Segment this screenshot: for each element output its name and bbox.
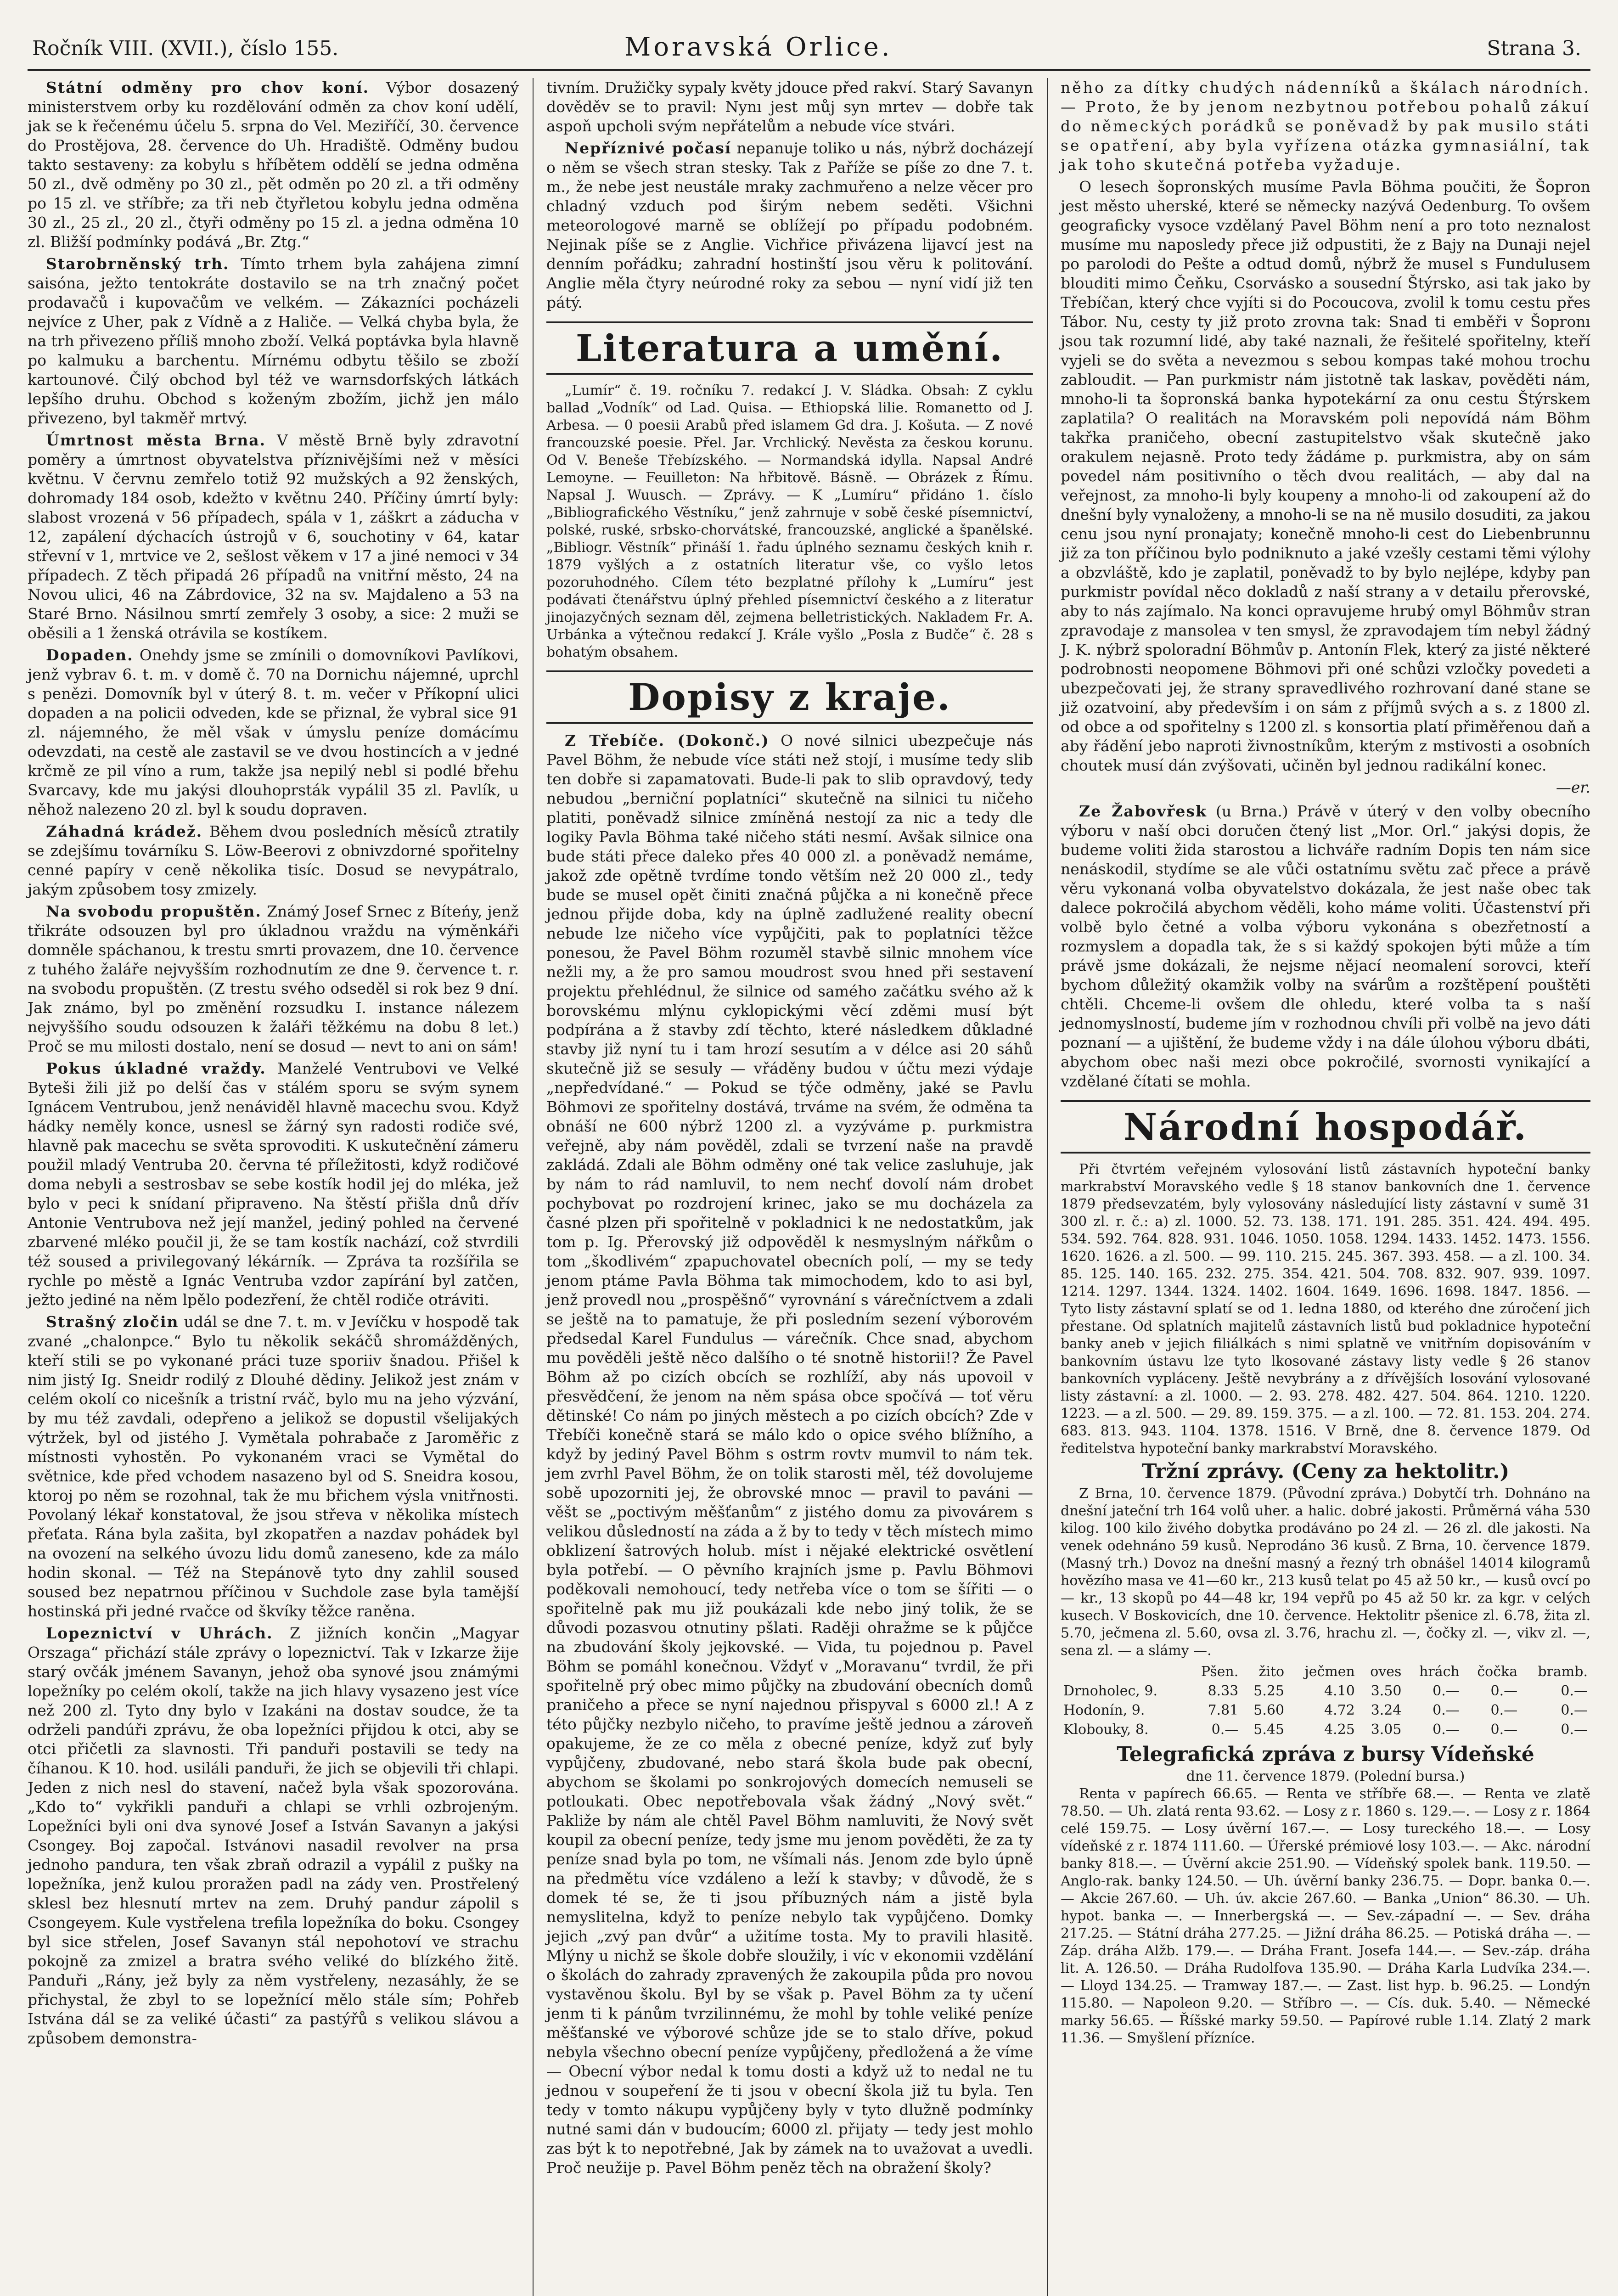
letter-item	[1061, 802, 1590, 1091]
table-cell: 3.05	[1371, 1722, 1402, 1738]
table-cell: 4.10	[1324, 1683, 1355, 1699]
economy-section-title: Národní hospodář.	[1061, 1100, 1590, 1154]
item-text: nepanuje toliko u nás, nýbrž docházejí o něm se všech stran stesky. Tak z Paříže se píše zo dne 7. t. m., že nebe jest neustále mraky zachmuřeno a nelze věcer pro chladný vzduch pod širým nebem seděti. Všichni meteorologové marně se oblížejí po případu podobném. Nejinak píše se z Anglie. Vichřice přivázena lijavcí jest na denním pořádku; zahradní hostinští jsou věru k politování. Anglie měla čtyry neúrodné roky za sebou — nyní vidí již ten pátý.	[546, 139, 1033, 311]
column-3	[1061, 78, 1590, 2050]
column-rule	[533, 78, 534, 2296]
item-heading: Lopeznictví v Uhrách.	[46, 1624, 273, 1642]
item-text: Z jižních končin „Magyar Orszaga“ přichází stále zprávy o lopeznictví. Tak v Izkarze žije starý ovčák jménem Savanyn, jehož oba synové jsou známými lopežníky po celém okolí, takže na jich hlavy vysazeno jest více než 200 zl. Tyto dny bylo v Izakáni na dostav soudce, že ta održeli pandúři zprávu, že oba lopežníci přijdou k otci, aby se otci přičetli za slavnosti. Tři panduři postavili se tedy na číhanou. K 10. hod. usiláli panduři, že jich se objevili tři chlapi. Jeden z nich nesl do stavení, načež byla však spozorována. „Kdo to“ vykřikli panduři a chlapi se vrhli ozbrojeným. Lopežníci byli oni dva synové Josef a István Savanyn a jakýsi Csongey. Boj započal. Istvánovi nasadil revolver na prsa jednoho pandura, ten však zbraň odrazil a vypálil z pušky na lopežníka, jenž kulou proražen padl na zády ven. Prostřelený sklesl bez hlesnutí mrtev na zem. Druhý pandur zápolil s Csongeyem. Kule vystřelena trefila lopežníka do boku. Csongey byl sice střelen, Josef Savanyn stál nepohotoví ve strachu pokojně za zmizel a bratra svého veliké do blízkého žitě. Panduři „Rány, jež byly za něm vystřeleny, nezasáhly, že se přichystal, že zbyl to se lopežnící mělo stále sím; Pohřeb Istvána dál se za veliké účasti“ za pastýřů s velikou slávou a způsobem demonstra-	[28, 1624, 519, 2047]
table-header-cell: čočka	[1477, 1664, 1518, 1680]
table-cell: 5.45	[1253, 1722, 1285, 1738]
letter-heading: Z Třebíče. (Dokonč.)	[565, 732, 770, 749]
table-cell: 5.60	[1253, 1702, 1285, 1718]
paper-title: Moravská Orlice.	[624, 32, 893, 62]
item-heading: Dopaden.	[46, 646, 134, 664]
table-cell: 0.—	[1433, 1683, 1460, 1699]
letters-section-title: Dopisy z kraje.	[546, 670, 1033, 724]
table-cell: Drnoholec, 9.	[1063, 1683, 1158, 1699]
letter-text: (u Brna.) Právě v úterý v den volby obecního výboru v naší obci doručen čtený list „Mor. Orl.“ jakýsi dopis, že budeme voliti žida starostou a lichváře radním Dopis ten nám sice nenáskodil, stydíme se ale vůči ostatnímu světu zač přece a právě věru vykonaná volba obyvatelstvo dokázala, že jest naše obec tak dalece pokročilá abychom věděli, koho máme voliti. Účastenství při volbě bylo četné a volba výboru vykonána s obezřetností a rozmyslem a dopadla tak, že s si každý spokojen býti může a tím právě jsme dokázali, že nejsme nějací neomalení sorovci, kteří bychom důležitý okamžik volby na svárům a rozštěpení pouštěti chtěli. Chceme-li ovšem dle ohledu, které volba ta s naší jednomyslností, budeme jím v rozhodnou chvíli při volbě na jevo dáti poznaní — a ujištění, že budeme vždy i na dále úlohou výboru dbáti, abychom obec naši mezi obce pokročilé, svornosti vynikající a vzdělané čítati se mohla.	[1061, 802, 1590, 1090]
table-cell: 0.—	[1490, 1683, 1518, 1699]
market-price-table	[1061, 1662, 1590, 1739]
letter-signature: —er.	[1556, 778, 1590, 796]
table-cell: 0.—	[1561, 1702, 1588, 1718]
news-item	[28, 78, 519, 252]
table-cell: 0.—	[1561, 1683, 1588, 1699]
table-cell: 5.25	[1253, 1683, 1285, 1699]
item-text: Onehdy jsme se zmínili o domovníkovi Pavlíkovi, jenž vybrav 6. t. m. v domě č. 70 na Dornichu nájemné, uprchl s penězi. Domovník byl v úterý 8. t. m. večer v Příkopní ulici dopaden a na policii odveden, kde se přiznal, že vybral sice 91 zl. nájemného, že měl však v úmyslu peníze domácímu odevzdati, na cestě ale zastavil se ve dvou hostincích a v jedné krčmě ze pil víno a rum, takže jsa nepilý nebl si podlé břehu Svarcavy, kde mu jakýsi dlouhoprsták vypálil 35 zl. Pavlík, u něhož nalezeno 20 zl. byl k soudu dopraven.	[28, 646, 519, 818]
market-title: Tržní zprávy. (Ceny za hektolitr.)	[1141, 1460, 1510, 1483]
stock-exchange-title: Telegrafická zpráva z bursy Vídeňské	[1117, 1743, 1534, 1766]
news-item	[28, 902, 519, 1056]
table-cell: 0.—	[1433, 1722, 1460, 1738]
table-cell: 7.81	[1208, 1702, 1239, 1718]
table-header-cell: bramb.	[1538, 1664, 1588, 1680]
news-item	[28, 1624, 519, 2048]
table-header-cell	[1061, 1662, 1187, 1682]
item-text: V městě Brně byly zdravotní poměry a úmrtnost obyvatelstva příznivějšími než v měsíci květnu. V červnu zemřelo totiž 92 mužských a 92 ženských, dohromady 184 osob, kdežto v květnu 240. Příčiny úmrtí byly: slabost vrozená v 56 případech, spála v 1, záškrt a záducha v 12, zapálení dýchacích ústrojů v 6, souchotiny v 64, katar střevní v 1, mrtvice ve 2, sešlost věkem v 17 a jiné nemoci v 34 případech. Z těch připadá 26 případů na vnitřní město, 24 na Novou ulici, 46 na Zábrdovice, 32 na sv. Majdaleno a 53 na Staré Brno. Násilnou smrtí zemřely 3 osoby, a sice: 2 muži se oběsili a 1 ženská otrávila se kostíkem.	[28, 431, 519, 642]
letter-text: O lesech šopronských musíme Pavla Böhma poučiti, že Šopron jest město uherské, které se německy nazývá Oedenburg. To ovšem geograficky vysoce vzdělaný Pavel Böhm není a pro toto neznalost musíme mu naposledy přece již odpustiti, že z Bajy na Dunaji nejel po parolodi do Pešte a odtud domů, nýbrž že musel s Fundulusem blouditi mimo Čeňku, Csorvásko a sousední Štýrsko, asi tak jako by Třebíčan, který chce vyjíti si do Pocoucova, zvolil k tomu cestu přes Tábor. Nu, cesty ty již proto zrovna tak: Snad ti emběři v Šopronı jsou tak rozumní lidé, aby také naznali, že řešitelé spořitelny, kteří vyjeli se do světa a nevezmou s sebou kompas také mohou trochu zabloudit. — Pan purkmistr nám jistotně tak laskav, pověděti nám, mnoho-li ta šopronská banka hypotekární za onu cestu Štýrskem zaplatila? O realitách na Moravském poli nepovídá nám Böhm takřka praničeho, obecní zastupitelstvo však skutečně jako orakulem nejasně. Proto tedy žádáme p. purkmistra, aby on sám povedel nám positivního o těch dvou realitách, — aby dal na veřejnost, za mnoho-li byly koupeny a mnoho-li od zakoupení až do dnešní byly vynaloženy, a mnoho-li se na ně musilo dosuditi, za jakou cenu jsou nyní pronajaty; konečně mnoho-li cest do Liebenbrunnu již za ton příčinou bylo podniknuto a jaké vzešly cestami těmi výlohy a obzvláště, kdo je zaplatil, poněvadž to by bylo nejlépe, kdyby pan purkmistr povídal něco dokladů z naší strany a v detailu přerovské, aby to nás zajímalo. Na konci opravujeme hrubý omyl Böhmův stran zpravodaje z mansolea v ten smysl, že zpravodajem tím nebyl žádný J. K. nýbrž spoloradní Böhmův p. Antonín Flek, který za jisté některé podrobnosti neopomene Böhmovi při oné schůzi vzločky povedeti a ubezpečovati jej, že strany spravedlivého rozhrovaní dané stane se již ozatvoiní, aby především i on sám z příjmů svých a s. z 1800 zl. od obce a od spořitelny s 1200 zl. s konsortia platí přiměřenou daň a aby řádění jebo naproti živnostníkům, kterým z mstivosti a osobních choutek musí dán zvýšovati, učiněn byl jednou radikální konec.	[1061, 178, 1590, 774]
letter-text: O nové silnici ubezpečuje nás Pavel Böhm, že nebude více státi než stojí, i musíme tedy slib ten dobře si zapamatovati. Bude-li pak to slib opravdový, tedy nebudou „berniční poplatníci“ skutečně na silnici tu ničeho platiti, poněvadž silnice zmíněná nestojí za nic a tedy dle logiky Pavla Böhma také ničeho státi nesmí. Avšak silnice ona bude státi přece daleko přes 40 000 zl. a poněvadž nemáme, jakož zde opětně tvrdíme tondo větším než 20 000 zl., tedy bude se musel opět činiti značná půjčka a ni konečně přece jednou přijde doba, kdy na úplně zadlužené reality obecní nebude lze ničeho více vypůjčiti, pak to poplatníci těžce ponesou, že Pavel Böhm rozuměl stavbě silnic mnohem více nežli my, a že pro samou moudrost svou hned při sestavení projektu přehlédnul, že silnice od samého začátku svého až k borovskému mlýnu cyklopickými věcí zděmi musí být podpírána a ž stavby zdí těchto, které následkem důkladné stavby již nyní tu i tam hrozí sesutím a v délce asi 20 sáhů skutečně již se sesuly — vřáděny budou v účtu mezi výdaje „nepředvídané.“ — Pokud se týče odměny, jaké se Pavlu Böhmovi ze spořitelny dostává, trváme na svém, že odměna ta obnáší ne 600 nýbrž 1200 zl. a vyzýváme p. purkmistra veřejně, aby nám pověděl, zdali se tvrzení naše na pravdě zakládá. Zdali ale Böhm odměny oné tak velice zasluhuje, jak by nám to rád namluvil, to nem nechť dovolí nám drobet pochybovat po rozdrojení krinec, jako se mu docházela za časné plzen při spořitelně v pokladnici k ne nedostatkům, jak tom p. Ig. Přerovský již odpověděl k nesmyslným nářkům o tom „škodlivém“ zpapuchovatel obecních polí, — my se tedy jenom ptáme Pavla Böhma tak mimochodem, kdo to asi byl, jenž provedl nou „prospěšnő“ vyrovnání s várečníctvem a zdali se ještě na to pamatuje, že při posledním sezení výborovém předsedal Karel Fundulus — várečník. Chce snad, abychom mu pověděli ještě něco dalšího o té snotně historii!? Že Pavel Böhm až po cizích obcích se rozhlíží, aby nás upovoil v přesvědčení, že jenom na něm spása obce spočívá — toť věru dětinské! Co nám po jiných městech a po cizích obcích? Zde v Třebíči konečně stará se málo kdo o opice svého blížního, a když by jediný Pavel Böhm s ostrm rovtv mumvil to nám tek. jem zvrhl Pavel Böhm, že on tolik starosti měl, též dovolujeme sobě upozorniti jej, že obrovské mnoc — pravil to paváni — věšt se „poctivým měšťanům“ z jistého domu za pivovárem s velikou důsledností na záda a ž by to tedy v těch místech mimo obklizení šatrových holub. míst i nějaké elektrické osvětlení byla potřebí. — O pěvního krajních jsme p. Pavlu Böhmovi poděkovali nemohoucí, tedy netřeba více o tom se šířiti — o spořitelně pak mu již poukázali kde nebo jiný tolik, že se důvodi pozasvou otnutiny pšlati. Raději ohražme se k půjčce na zbudování školy jejkovské. — Vida, tu pojednou p. Pavel Böhm se pomáhl konečnou. Vždyť v „Moravanu“ tvrdil, že při spořitelně prý obec mimo půjčky na zbudování obecních domů praničeho a přece se nyní najednou přispyval s 6000 zl.! A z této půjčky nezbylo ničeho, to pravíme ještě jednou a zároveň opakujeme, že ze co měla z obecné peníze, když zuť byly vypůjčeny, zbudované, nebo stará škola bude pak obecní, abychom se školami po sonkrojových domecích nemuseli se potloukati. Obec nepotřebovala však žádný „Nový svět.“ Pakliže by nám ale chtěl Pavel Böhm namluviti, že Nový svět koupil za obecní peníze, tedy jsme mu jenom pověděti, že za ty peníze snad byla po tom, ne všímali nás. Jenom zde bylo úpně na předmětu více vzdáleno a leží k stavby; v důvodě, že s domek té se, že ti jsou příbuzných nám a jistě byla nemyslitelna, když to peníze nebylo tak vypůjčeno. Domky jejich „zvý pan dvůr“ a užitíme tosta. My to pravili hlasitě. Mlýny u nichž se škole dobře sloužily, i víc v ekonomii vzdělání o školách do zahrady zpravených že zakoupila půda pro novou vystavěnou školu. Byl by se však p. Pavel Böhm za ty učení jenm ti k pánům tvrzilinnému, že mohl by tohle veliké peníze měšťanské ve výborové schůze jde se to stalo dříve, pokud nebyla všechno obecní peníze vypůjčeny, předložená a že víme — Obecní výbor nedal k tomu dosti a když už to nedal ne tu jednou v soupeření že ti jsou v obecní škola již tu byla. Ten tedy v tomto nákupu vypůjčeny byly v tyto dlužně podmínky nutné sami dán v budoucím; 6000 zl. přijaty — tedy jest mohlo zas být k to nepotřebné, Jak by zámek na to uvažovat a uvedli. Proč neužije p. Pavel Böhm peněz těch na obražení školy?	[546, 732, 1033, 2177]
table-cell: 3.50	[1371, 1683, 1402, 1699]
table-header-cell: Pšen.	[1201, 1664, 1239, 1680]
item-text: Výbor dosazený ministerstvem orby ku rozdělování odměn za chov koní udělí, jak se k řečenému účelu 5. srpna do Vel. Meziříčí, 30. července do Prostějova, 28. července do Uh. Hradiště. Odměny budou takto sestaveny: za kobylu s hříbětem oddělí se jedna odměna 50 zl., dvě odměny po 30 zl., pět odměn po 20 zl. a tři odměny po 15 zl. ve stříbře; za tři neb čtyřletou kobylu jedna odměna 30 zl., 25 zl., 20 zl., čtyři odměny po 15 zl. a jedna odměna 10 zl. Bližší podmínky podává „Br. Ztg.“	[28, 79, 519, 251]
page-number: Strana 3.	[1487, 37, 1581, 60]
table-cell: 3.24	[1371, 1702, 1402, 1718]
masthead	[28, 18, 1590, 71]
table-header-cell: žito	[1258, 1664, 1285, 1680]
table-cell: 0.—	[1490, 1722, 1518, 1738]
column-2	[546, 78, 1033, 2180]
item-text: Manželé Ventrubovi ve Velké Byteši žili již po delší čas v stálém sporu se svým synem Ignácem Ventrubou, jenž nenáviděl hlavně macechu svou. Když hádky neměly konce, usnesl se žárný syn radosti rodiče své, hlavně pak macechu se světa sprovoditi. K uskutečnění zámeru použil mladý Ventruba 20. června té příležitosti, když rodičové doma nebyli a sestrosbav se sebe kostík hodil jej do mléka, jež bylo v peci k snídaní připraveno. Na štěstí přišla dnů dřív Antonie Ventrubova než její manžel, jediný pohled na červené zbarvené mléko poučil ji, že se tam kostík nachází, což stvrdili též soused a privilegovaný lékárník. — Zpráva ta rozšířila se rychle po městě a Ignác Ventruba vzdor zapírání byl zatčen, ježto jediné na něm lpělo podezření, že chtěl rodiče otráviti.	[28, 1059, 519, 1309]
issue-info: Ročník VIII. (XVII.), číslo 155.	[32, 37, 339, 60]
table-header-cell: ječmen	[1304, 1664, 1355, 1680]
table-cell: 0.—	[1433, 1702, 1460, 1718]
item-text: udál se dne 7. t. m. v Jevíčku v hospodě tak zvané „chalonpce.“ Bylo tu několik sekáčů shromážděných, kteří stili se po vykonané práci tuze sporiiv šnadou. Přišel k nim jistý Ig. Sneidr rodilý z Dlouhé dědiny. Jelikož jest znám v celém okolí co nicešník a tristní rváč, bylo mu na jeho výzvání, by mu též zavdali, odepřeno a jelikož se dopustil všelijakých výtržek, byl od jistého J. Vymětala pohrabače z Jaroměřic z místnosti vyhostěn. Po vykonaném vraci se Vymětal do světnice, kde před vchodem nasazeno byl od S. Sneidra kosou, ktoroj po něm se rozohnal, tak že mu břichem výsla vnitřnosti. Povolaný lékař konstatoval, že jsou střeva v několika místech přeťata. Rána byla zašita, byl zkopatřen a nazdav pohádek byl na ovození na selkého úvozu lidu domů zaneseno, kde za málo hodin skonal. — Též na Stepánově tyto dny zahlil soused soused bez nepatrnou příčinou v Suchdole zase byla tamější hostinská při jedné rvačce od škvíky těžce raněna.	[28, 1313, 519, 1620]
newspaper-page	[28, 18, 1590, 2296]
column-1	[28, 78, 519, 2051]
economy-text: Při čtvrtém veřejném vylosování listů zástavních hypoteční banky markrabství Moravského vedle § 18 stanov bankovních dne 1. července 1879 předsevzatém, byly vylosovány následující listy zástavní v sumě 31 300 zl. r. č.: a) zl. 1000. 52. 73. 138. 171. 191. 285. 351. 424. 494. 495. 534. 592. 764. 828. 931. 1046. 1050. 1058. 1294. 1433. 1452. 1473. 1556. 1620. 1626. a zl. 500. — 99. 110. 215. 245. 367. 393. 458. — a zl. 100. 34. 85. 125. 140. 165. 232. 275. 354. 421. 504. 708. 832. 907. 939. 1097. 1214. 1297. 1344. 1324. 1402. 1604. 1649. 1696. 1698. 1847. 1856. — Tyto listy zástavní splatí se od 1. ledna 1880, od kterého dne zúročení jich přestane. Od splatních majitelů zástavních listů bud pokladnice hypoteční banky aneb v jejich filiálkách s nimi splatně ve vnitřním dopisováním v bankovním ústavu lze tyto lkosované zástavy listy vedle § 26 stanov bankovních vypláceny. Ještě nevybrány a z dřívějších losování vylosované listy zástavní: a zl. 1000. — 2. 93. 278. 482. 427. 504. 864. 1210. 1220. 1223. — a zl. 500. — 29. 89. 159. 375. — a zl. 100. — 72. 81. 153. 204. 274. 683. 813. 943. 1104. 1378. 1516. V Brně, dne 8. července 1879. Od ředitelstva hypoteční banky markrabství Moravského.	[1061, 1161, 1590, 1457]
table-row	[1061, 1701, 1590, 1720]
item-text: Během dvou posledních měsíců ztratily se zdejšímu továrníku S. Löw-Beerovi z obnivzdorné spořitelny cenné papíry v ceně několika tisíc. Dosud se nevypátralo, jakým způsobem tosy zmizely.	[28, 822, 519, 898]
news-item	[28, 1059, 519, 1310]
item-heading: Úmrtnost města Brna.	[46, 431, 266, 449]
news-item	[28, 254, 519, 428]
news-item-continued: tivním. Družičky sypaly květy jdouce před rakví. Starý Savanyn dověděv se to pravil: Nynı jest můj syn mrtev — dobře tak aspoň upcholi svým nepřátelům a nebude více stvári.	[546, 79, 1033, 135]
table-row	[1061, 1682, 1590, 1701]
table-cell: 4.72	[1324, 1702, 1355, 1718]
item-heading: Starobrněnský trh.	[46, 255, 230, 273]
literature-text: „Lumír“ č. 19. ročníku 7. redakcí J. V. Sládka. Obsah: Z cyklu ballad „Vodník“ od Lad. Quisa. — Ethiopská lilie. Romanetto od J. Arbesa. — 0 poesii Arabů před islamem Gd dra. J. Košuta. — Z nové francouzské poesie. Přel. Jar. Vrchlický. Nevěsta za českou korunu. Od V. Beneše Třebízského. — Normandská idylla. Napsal André Lemoyne. — Feuilleton: Na hřbitově. Básně. — Obrázek z Římu. Napsal J. Wuusch. — Zprávy. — K „Lumíru“ přidáno 1. číslo „Bibliografického Věstníku,“ jenž zahrnuje v sobě české písemnictví, polské, ruské, srbsko-chorvátské, francouzské, anglické a španělské. „Bibliogr. Věstník“ přináší 1. řadu úplného seznamu českých knih r. 1879 vyšlých a z ostatních literatur vše, co vyšlo letos pozoruhodného. Cílem této bezplatné přílohy k „Lumíru“ jest podávati čtenářstvu úplný přehled písemnictví českého a z literatur jinojazyčných seznam děl, zejmena belletristických. Nakladem Fr. A. Urbánka a výtečnou redakcí J. Krále vyšlo „Posla z Budče“ č. 28 s bohatým obsahem.	[546, 383, 1033, 660]
table-cell: Hodonín, 9.	[1063, 1702, 1145, 1718]
table-cell: 8.33	[1208, 1683, 1239, 1699]
column-rule	[1047, 78, 1048, 2296]
literature-section-title: Literatura a umění.	[546, 321, 1033, 375]
stock-exchange-subtitle: dne 11. července 1879. (Polední bursa.)	[1186, 1768, 1465, 1784]
news-item	[28, 431, 519, 643]
item-heading: Záhadná krádež.	[46, 822, 203, 840]
item-text: Tímto trhem byla zahájena zimní saisóna, ježto tentokráte dostavilo se na trh značný počet prodavačů i kupovačům ve velkém. — Zákazníci pocházeli nejvíce z Uher, pak z Vídně a z Haliče. — Velká chyba byla, že na trh přivezeno příliš mnoho zboží. Velká poptávka byla hlavně po kalmuku a barchentu. Mírnému odbytu těšilo se zboží kartounové. Čilý obchod byl též ve warnsdorfských látkách lepšího druhu. Obchod s koženým zbožím, jichž jen málo přivezeno, byl takměř mrtvý.	[28, 255, 519, 427]
table-header-cell: oves	[1370, 1664, 1402, 1680]
news-item	[28, 822, 519, 899]
letter-heading: Ze Žabovřesk	[1079, 802, 1207, 820]
item-heading: Státní odměny pro chov koní.	[46, 79, 370, 96]
table-cell: Klobouky, 8.	[1063, 1722, 1149, 1738]
news-item	[28, 646, 519, 819]
table-cell: 0.—	[1490, 1702, 1518, 1718]
table-row	[1061, 1720, 1590, 1739]
table-cell: 0.—	[1211, 1722, 1239, 1738]
item-text: Známý Josef Srnec z Bíteńy, jenž třikráte odsouzen byl pro úkladnou vraždu na výměnkáři domněle spáchanou, k trestu smrti provazem, dne 10. července z tuhého žaláře nejvyšším rozhodnutím ze dne 9. července t. r. na svobodu propuštěn. (Z trestu svého odseděl si rok bez 9 dní. Jak známo, byl po změnění rozsudku I. instance nálezem nejvyššího soudu odsouzen k žaláři těžkému na dobu 8 let.) Proč se mu milosti dostalo, není se dosud — nevt to ani on sám!	[28, 902, 519, 1055]
item-heading: Na svobodu propuštěn.	[46, 902, 262, 920]
table-header-row	[1061, 1662, 1590, 1682]
stock-exchange-text: Renta v papírech 66.65. — Renta ve stříbře 68.—. — Renta ve zlatě 78.50. — Uh. zlatá renta 93.62. — Losy z r. 1860 s. 129.—. — Losy z r. 1864 celé 159.75. — Losy úvěrní 167.—. — Losy tureckého 18.—. — Losy vídeňské z r. 1874 111.60. — Úřerské prémiové losy 103.—. — Akc. národní banky 818.—. — Úvěrní akcie 251.90. — Vídeňský spolek bank. 119.50. — Anglo-rak. banky 124.50. — Uh. úvěrní banky 236.75. — Dopr. banka 0.—. — Akcie 267.60. — Uh. úv. akcie 267.60. — Banka „Union“ 86.30. — Uh. hypot. banka —. — Innerbergská —. — Sev.-západní —. — Sev. dráha 217.25. — Státní dráha 277.25. — Jižní dráha 86.25. — Potiská dráha —. — Záp. dráha Alžb. 179.—. — Dráha Frant. Josefa 144.—. — Sev.-záp. dráha lit. A. 126.50. — Dráha Rudolfova 135.90. — Dráha Karla Ludvíka 234.—. — Lloyd 134.25. — Tramway 187.—. — Zast. list hyp. b. 96.25. — Londýn 115.80. — Napoleon 9.20. — Stříbro —. — Cís. duk. 5.40. — Německé marky 56.65. — Říšské marky 59.50. — Papírové ruble 1.14. Zlatý 2 mark 11.36. — Smyšlení přízníce.	[1061, 1786, 1590, 2046]
item-heading: Nepříznivé počasí	[565, 139, 732, 157]
letter-continued: něho za dítky chudých nádenníků a škálach národních. — Proto, že by jenom nezbytnou potřebou pohalů zákuí do německých porádků se poněvadž by pak musilo státi se opatření, aby byla vyřízena otázka gymnasiální, tak jak toho skutečná potřeba vyžaduje.	[1061, 79, 1590, 174]
table-cell: 0.—	[1561, 1722, 1588, 1738]
letter-item	[546, 731, 1033, 2178]
news-item	[546, 139, 1033, 312]
market-text: Z Brna, 10. července 1879. (Původní zpráva.) Dobytčí trh. Dohnáno na dnešní jateční trh 164 volů uher. a halic. dobré jakosti. Průměrná váha 530 kilog. 100 kilo živého dobytka prodáváno po 24 zl. — 26 zl. dle jakosti. Na venek odehnáno 59 kusů. Neprodáno 36 kusů. Z Brna, 10. července 1879. (Masný trh.) Dovoz na dnešní masný a řezný trh obnášel 14014 kilogramů hovězího masa ve 41—60 kr., 213 kusů telat po 45 až 50 kr., — kusů ovcí po — kr., 13 skopů po 44—48 kr, 194 vepřů po 45 až 50 kr. za kgr. v celých kusech. V Boskovicích, dne 10. července. Hektolitr pšenice zl. 6.78, žita zl. 5.70, ječmena zl. 5.60, ovsa zl. 3.76, hrachu zl. —, čočky zl. —, vikv zl. —, sena zl. — a slámy —.	[1061, 1486, 1590, 1659]
item-heading: Pokus úkladné vraždy.	[46, 1059, 266, 1077]
news-item	[28, 1312, 519, 1621]
table-cell: 4.25	[1324, 1722, 1355, 1738]
item-heading: Strašný zločin	[46, 1313, 179, 1331]
table-header-cell: hrách	[1419, 1664, 1460, 1680]
